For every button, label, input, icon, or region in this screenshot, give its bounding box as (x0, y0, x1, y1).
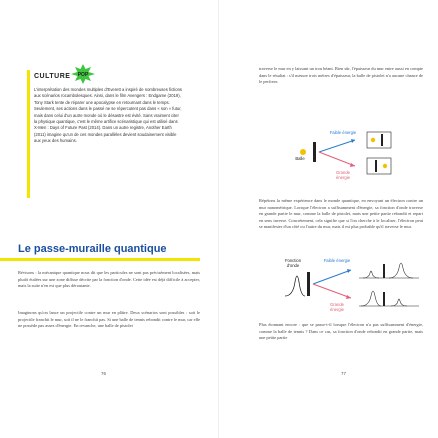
right-page (219, 0, 438, 438)
wave-packet-icon (285, 276, 305, 296)
left-paragraph-2: Imaginons qu'on lance un projectile contre un mur en plâtre. Deux scénarios sont possibles : soit le projectile franchit le mur, soit il ne le franchit pas. Si une balle de tennis rebondit contre le mur, car elle ne possède pas assez d'énergie. En revanche, une balle de pistolet (18, 310, 200, 329)
culture-title: CULTURE (34, 73, 71, 80)
right-paragraph-3: Plus étonnant encore : que se passe-t-il lorsque l'électron n'a pas suffisamment d'énergie, comme la balle de tennis ? Dans ce cas, sa fonction d'onde rebondit en grande partie, mais une petite partie (259, 322, 423, 341)
wave-function-label: Fonction d'onde (284, 258, 302, 268)
ball-label: Balle (295, 156, 305, 161)
page-number-left: 76 (101, 371, 107, 376)
pop-badge-label: POP (77, 72, 89, 78)
ball-icon (300, 149, 306, 155)
section-title: Le passe-muraille quantique (18, 243, 167, 255)
figure-wave-wall (279, 256, 423, 314)
wave-wall-icon (307, 272, 310, 296)
culture-text: L'interprétation des mondes multiples d'Everett a inspiré de nombreuses fictions aux scénarios rocambolesques. Ainsi, dans le film Avengers : Endgame (2019), Tony Stark tente de réparer une apocalypse en retournant dans le temps. Seulement, ses actions dans le passé ne se répercutent pas dans « son » futur, mais dans celui d'un autre monde où le désastre est évité. Sans vraiment citer la physique quantique, c'est le même artifice scénaristique qui est utilisé dans X-Men : Days of Future Past (2014). Dans un autre registre, Another Earth (2011) imagine qu'un de ces mondes parallèles devient soudainement visible aux yeux des humains. (34, 87, 183, 144)
wave-low-energy-label: Grande énergie (330, 302, 344, 312)
high-energy-label: Faible énergie (329, 130, 357, 135)
culture-pop-box (27, 70, 187, 200)
wall-icon (313, 142, 316, 162)
left-paragraph-1: Révisons : la mécanique quantique nous dit que les particules ne sont pas précisément localisées, mais plutôt étalées sur une zone diffuse décrite par la fonction d'onde. Cette idée est déjà difficile à accepter, mais la suite n'en est que plus déroutante. (18, 270, 200, 289)
result-box-bounce (367, 132, 391, 148)
high-arrow (319, 140, 355, 152)
pop-badge-icon (71, 64, 95, 84)
page-number-right: 77 (341, 371, 347, 376)
title-underline (0, 258, 200, 261)
result-box-through (367, 158, 391, 174)
low-arrow (319, 152, 355, 166)
culture-accent-bar (27, 70, 30, 198)
right-paragraph-2: Répétons la même expérience dans le monde quantique, en envoyant un électron contre un mur nanométrique. Lorsque l'électron a suffisamment d'énergie, sa fonction d'onde traverse en grande partie le mur, comme la balle de pistolet, mais une petite partie rebondit et repart en sens inverse. Concrètement, cela signifie que si l'on cherche à le localiser, l'électron peut se manifester d'un côté ou l'autre du mur, mais il est plus probable qu'il traverse le mur. (259, 198, 423, 230)
wave-low-arrow (313, 284, 351, 298)
right-paragraph-1: traverse le mur en y laissant un trou béant. Bien sûr, l'épaisseur du mur entre aussi en compte dans le résultat : s'il mesure trois mètres d'épaisseur, la balle de pistolet n'a aucune chance de le perforer. (259, 66, 423, 85)
wave-high-energy-label: Faible énergie (323, 258, 351, 263)
wave-high-arrow (313, 270, 351, 284)
low-energy-label: Grande énergie (336, 170, 350, 180)
figure-ball-wall (289, 128, 419, 188)
